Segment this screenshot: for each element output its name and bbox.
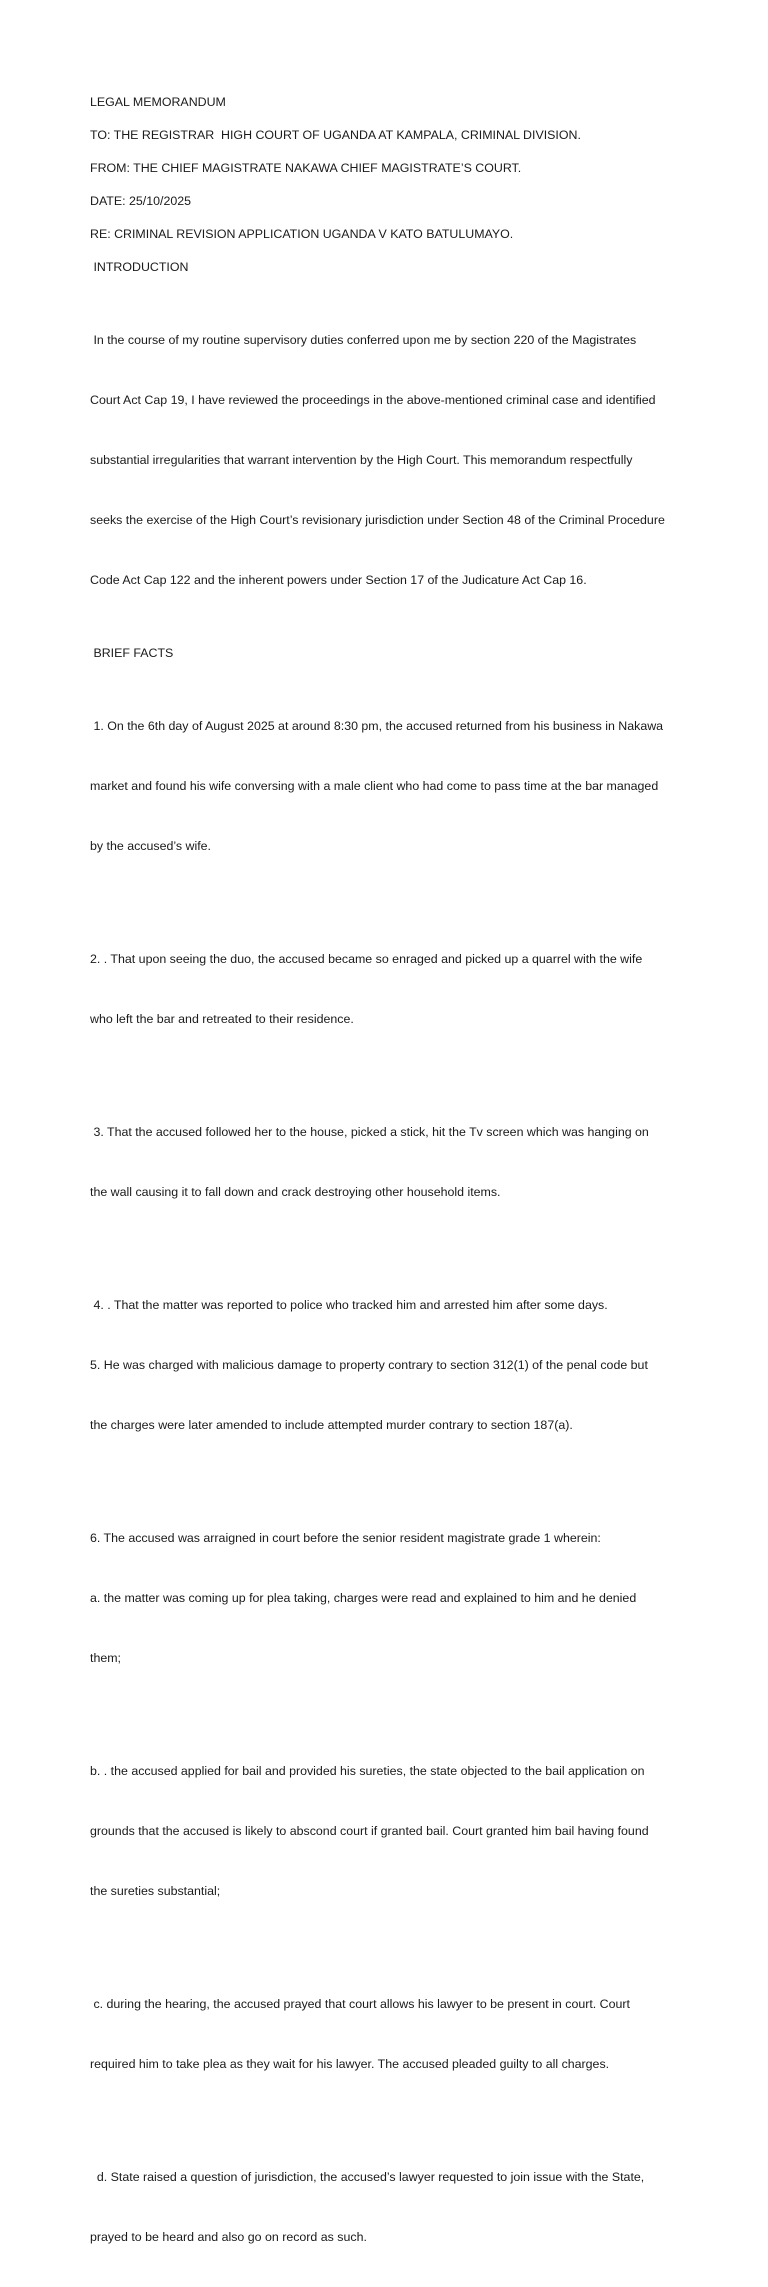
paragraph-line: the charges were later amended to include attempted murder contrary to section 187(a).	[90, 1418, 573, 1432]
paragraph-line: 2. . That upon seeing the duo, the accused became so enraged and picked up a quarrel with the wife	[90, 952, 643, 966]
fact-paragraph-6b	[90, 1721, 690, 1941]
paragraph-line: substantial irregularities that warrant intervention by the High Court. This memorandum respectfully	[90, 453, 633, 467]
fact-paragraph-2	[90, 909, 690, 1069]
paragraph-line: d. State raised a question of jurisdiction, the accused’s lawyer requested to join issue with the State,	[90, 2170, 645, 2184]
paragraph-line: 6. The accused was arraigned in court before the senior resident magistrate grade 1 wherein:	[90, 1531, 601, 1545]
fact-paragraph-1	[90, 676, 690, 896]
memo-re-line: RE: CRIMINAL REVISION APPLICATION UGANDA V KATO BATULUMAYO.	[90, 227, 514, 241]
paragraph-line: 4. . That the matter was reported to police who tracked him and arrested him after some days.	[90, 1298, 608, 1312]
fact-paragraph-6d	[90, 2127, 690, 2287]
paragraph-line: prayed to be heard and also go on record as such.	[90, 2230, 367, 2244]
memorandum-page	[90, 92, 690, 2287]
paragraph-line: c. during the hearing, the accused prayed that court allows his lawyer to be present in court. Court	[90, 1997, 630, 2011]
brief-facts-heading: BRIEF FACTS	[90, 646, 174, 660]
paragraph-line: Court Act Cap 19, I have reviewed the proceedings in the above-mentioned criminal case and identified	[90, 393, 656, 407]
fact-paragraph-6	[90, 1488, 690, 1708]
memo-to-line: TO: THE REGISTRAR HIGH COURT OF UGANDA AT KAMPALA, CRIMINAL DIVISION.	[90, 128, 581, 142]
paragraph-line: 5. He was charged with malicious damage to property contrary to section 312(1) of the penal code but	[90, 1358, 648, 1372]
memo-date-line: DATE: 25/10/2025	[90, 194, 192, 208]
paragraph-line: required him to take plea as they wait for his lawyer. The accused pleaded guilty to all charges.	[90, 2057, 610, 2071]
fact-paragraph-4-5	[90, 1255, 690, 1475]
paragraph-line: the sureties substantial;	[90, 1884, 221, 1898]
paragraph-line: grounds that the accused is likely to abscond court if granted bail. Court granted him bail having found	[90, 1824, 649, 1838]
paragraph-line: Code Act Cap 122 and the inherent powers under Section 17 of the Judicature Act Cap 16.	[90, 573, 587, 587]
paragraph-line: market and found his wife conversing with a male client who had come to pass time at the bar managed	[90, 779, 659, 793]
paragraph-line: 1. On the 6th day of August 2025 at around 8:30 pm, the accused returned from his business in Nakawa	[90, 719, 664, 733]
memo-from-line: FROM: THE CHIEF MAGISTRATE NAKAWA CHIEF MAGISTRATE’S COURT.	[90, 161, 522, 175]
memo-title: LEGAL MEMORANDUM	[90, 95, 226, 109]
fact-paragraph-6c	[90, 1954, 690, 2114]
paragraph-line: b. . the accused applied for bail and provided his sureties, the state objected to the bail application on	[90, 1764, 645, 1778]
paragraph-line: 3. That the accused followed her to the house, picked a stick, hit the Tv screen which was hanging on	[90, 1125, 649, 1139]
paragraph-line: them;	[90, 1651, 121, 1665]
paragraph-line: who left the bar and retreated to their residence.	[90, 1012, 354, 1026]
paragraph-line: In the course of my routine supervisory duties conferred upon me by section 220 of the Magistrates	[90, 333, 637, 347]
introduction-heading: INTRODUCTION	[90, 260, 189, 274]
paragraph-line: the wall causing it to fall down and crack destroying other household items.	[90, 1185, 501, 1199]
paragraph-line: a. the matter was coming up for plea taking, charges were read and explained to him and he denied	[90, 1591, 637, 1605]
paragraph-line: seeks the exercise of the High Court’s revisionary jurisdiction under Section 48 of the Criminal Procedure	[90, 513, 665, 527]
paragraph-line: by the accused’s wife.	[90, 839, 211, 853]
fact-paragraph-3	[90, 1082, 690, 1242]
introduction-paragraph	[90, 290, 690, 630]
